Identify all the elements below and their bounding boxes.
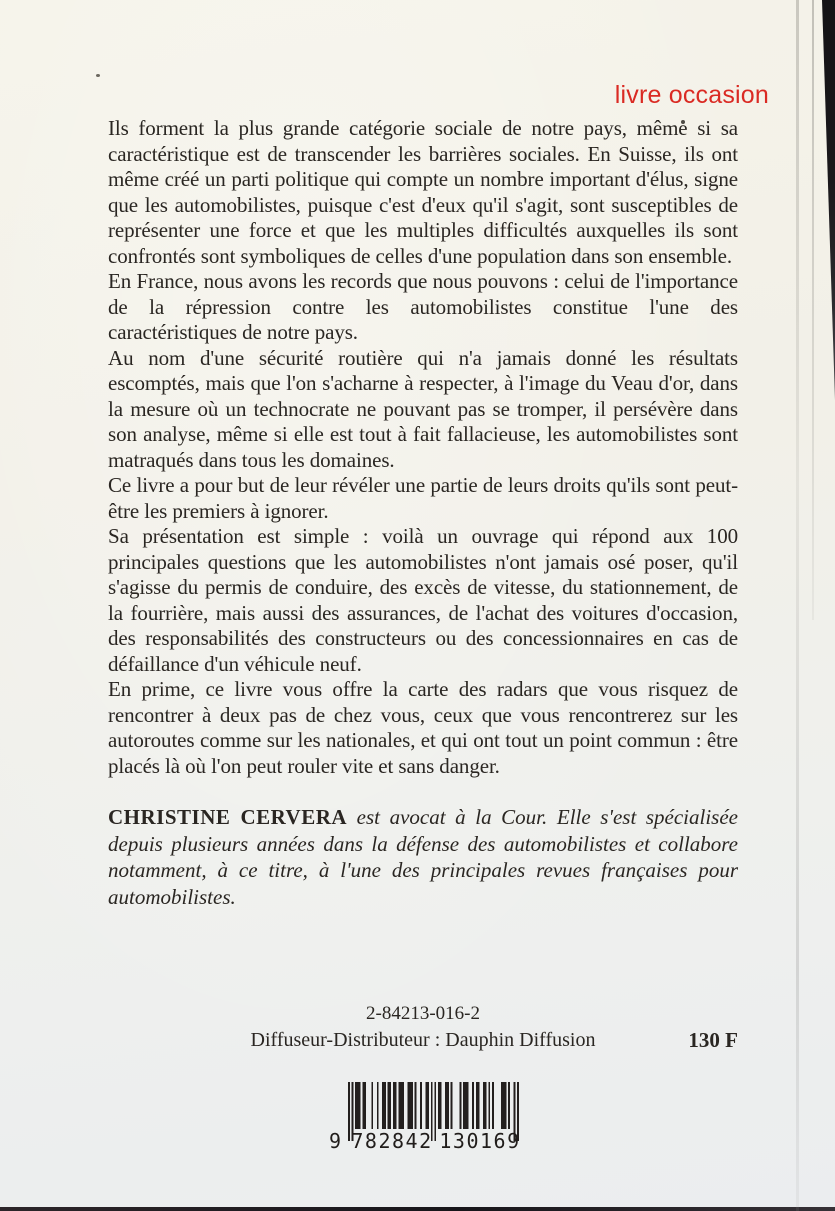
blurb-paragraph: En France, nous avons les records que nous pouvons : celui de l'importance de la répression contre les automobilistes constitue l'une des caractéristiques de notre pays.: [108, 269, 738, 344]
author-bio-text: est avocat à la Cour. Elle s'est spécialisée depuis plusieurs années dans la défense des automobilistes et collabore notamment, à ce titre, à l'une des principales revues françaises pour automobilistes.: [108, 805, 738, 909]
distributor-line: Diffuseur-Distributeur : Dauphin Diffusion: [250, 1029, 596, 1051]
author-name: CHRISTINE CERVERA: [108, 805, 348, 829]
barcode-digits-group2: 130169: [439, 1129, 521, 1153]
blurb-paragraph: Sa présentation est simple : voilà un ouvrage qui répond aux 100 principales questions que les automobilistes n'ont jamais osé poser, qu'il s'agisse du permis de conduire, des excès de vitesse, du stationnement, de la fourrière, mais aussi des assurances, de l'achat des voitures d'occasion, des responsabilités des constructeurs ou des concessionnaires en cas de défaillance d'un véhicule neuf.: [108, 524, 738, 676]
seller-watermark: livre occasion: [614, 81, 769, 109]
cover-crease-faint: [812, 0, 814, 620]
blurb-paragraph: En prime, ce livre vous offre la carte des radars que vous risquez de rencontrer à deux pas de chez vous, ceux que vous rencontrerez sur les autoroutes comme sur les nationales, et qui ont tout un point commun : être placés là où l'on peut rouler vite et sans danger.: [108, 677, 738, 778]
price: 130 F: [688, 1028, 738, 1052]
imprint-block: [108, 1001, 738, 1053]
blurb-text: [108, 116, 738, 910]
ean13-barcode: [329, 1082, 521, 1158]
blurb-paragraph: Ils forment la plus grande catégorie sociale de notre pays, même si sa caractéristique est de transcender les barrières sociales. En Suisse, ils ont même créé un parti politique qui compte un nombre important d'élus, signe que les automobilistes, puisque c'est d'eux qu'il s'agit, sont susceptibles de représenter une force et que les multiples difficultés auxquelles ils sont confrontés sont symboliques de celles d'une population dans son ensemble.: [108, 116, 738, 268]
cover-crease: [796, 0, 799, 1211]
barcode-digit-left: 9: [329, 1129, 343, 1153]
blurb-paragraph: Ce livre a pour but de leur révéler une partie de leurs droits qu'ils sont peut-être les premiers à ignorer.: [108, 473, 738, 523]
page-edge-shadow-bottom: [0, 1207, 835, 1211]
blurb-paragraph: Au nom d'une sécurité routière qui n'a jamais donné les résultats escomptés, mais que l'on s'acharne à respecter, à l'image du Veau d'or, dans la mesure où un technocrate ne pouvant pas se tromper, il persévère dans son analyse, même si elle est tout à fait fallacieuse, les automobilistes sont matraqués dans tous les domaines.: [108, 345, 738, 472]
paper-speck: [96, 74, 100, 77]
author-bio: [108, 804, 738, 910]
barcode-digits-group1: 782842: [351, 1129, 433, 1153]
page-edge-shadow-right: [822, 0, 835, 400]
isbn: 2-84213-016-2: [366, 1003, 480, 1024]
